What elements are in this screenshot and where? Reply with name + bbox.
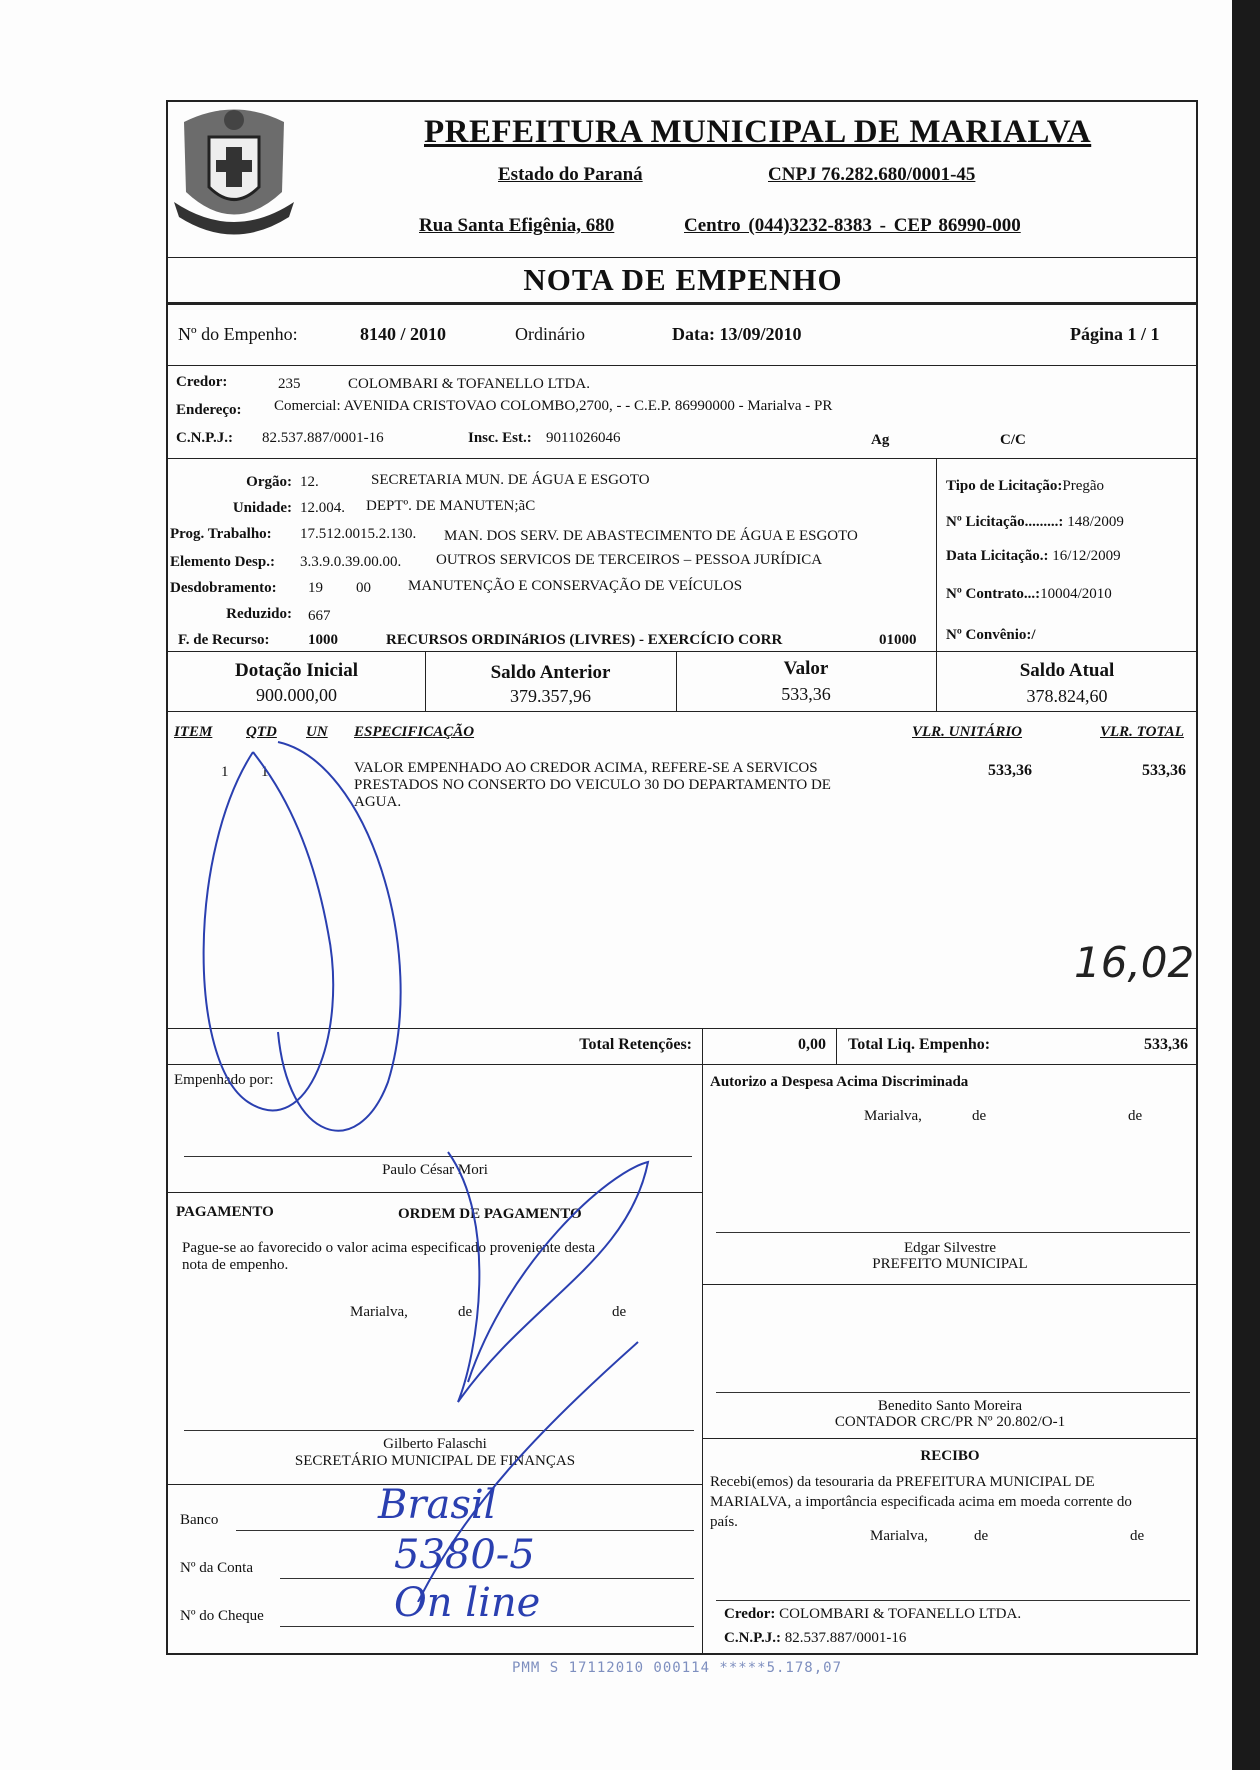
credor-name: COLOMBARI & TOFANELLO LTDA. [348,376,590,392]
licitacao-tipo-label: Tipo de Licitação:Pregão [946,478,1105,494]
cc-label: C/C [1000,432,1026,448]
pagamento-place: Marialva, [350,1304,408,1320]
spec-line-1: VALOR EMPENHADO AO CREDOR ACIMA, REFERE-SE A SERVICOS [354,760,818,776]
dotacao-value: 900.000,00 [256,685,337,705]
secretario-title: SECRETÁRIO MUNICIPAL DE FINANÇAS [294,1453,576,1469]
cnpj-label: C.N.P.J.: [176,430,233,446]
empenho-number: 8140 / 2010 [360,324,447,344]
unidade-label: Unidade: [232,500,292,516]
cheque-label: Nº do Cheque [180,1608,264,1624]
contact-header: Centro (044)3232-8383 - CEP 86990-000 [684,215,1021,236]
prefeitura-title: PREFEITURA MUNICIPAL DE MARIALVA [424,114,1092,150]
orgao-label: Orgão: [246,474,292,490]
conta-label: Nº da Conta [180,1560,253,1576]
orgao-name: SECRETARIA MUN. DE ÁGUA E ESGOTO [371,472,650,488]
recibo-text-3: país. [710,1514,738,1530]
retencoes-value: 0,00 [798,1036,826,1053]
contador-block [702,1398,1198,1430]
address-header: Rua Santa Efigênia, 680 [419,215,615,236]
col-spec: ESPECIFICAÇÃO [354,724,475,740]
licitacao-data: 16/12/2009 [1052,548,1121,564]
pagamento-label: PAGAMENTO [176,1204,274,1220]
credor-label: Credor: [176,374,228,390]
row-qtd: 1 [261,764,269,780]
autorizo-label: Autorizo a Despesa Acima Discriminada [710,1074,969,1090]
page-number: Página 1 / 1 [1070,324,1160,344]
unidade-name: DEPTº. DE MANUTEN;ãC [366,498,536,514]
empenho-number-label: Nº do Empenho: [178,324,298,344]
row-spec [354,760,831,811]
banco-label: Banco [180,1512,219,1528]
licitacao-tipo: Pregão [1062,478,1105,494]
prefeito-title: PREFEITO MUNICIPAL [872,1256,1028,1272]
recibo-de2: de [1130,1528,1145,1544]
retencoes-label: Total Retenções: [579,1036,692,1053]
reduzido-label: Reduzido: [226,606,292,622]
pagamento-text [182,1240,595,1274]
recibo-text-1: Recebi(emos) da tesouraria da PREFEITURA MUNICIPAL DE [710,1474,1095,1490]
state-label: Estado do Paraná [498,164,643,185]
atual-value: 378.824,60 [1026,686,1108,706]
document-title: NOTA DE EMPENHO [523,262,843,297]
recibo-credor-name: COLOMBARI & TOFANELLO LTDA. [779,1606,1022,1622]
cnpj-header: CNPJ 76.282.680/0001-45 [768,164,976,185]
autorizo-de2: de [1128,1108,1143,1124]
recibo-cnpj: C.N.P.J.: 82.537.887/0001-16 [724,1630,907,1646]
desdob-label: Desdobramento: [170,580,277,596]
contrato-label: Nº Contrato...:10004/2010 [946,586,1112,602]
cheque-value: On line [394,1580,541,1626]
empenho-type: Ordinário [515,324,585,344]
spec-line-3: AGUA. [354,794,402,810]
desdob-code: 19 [308,580,323,596]
pagamento-de2: de [612,1304,627,1320]
elemento-label: Elemento Desp.: [170,554,275,570]
recurso-num: 01000 [879,632,917,648]
banco-value: Brasil [378,1482,497,1528]
atual-label: Saldo Atual [1019,660,1115,681]
secretario-block [168,1436,702,1470]
endereco-label: Endereço: [176,402,242,418]
recibo-text [710,1472,1192,1532]
dotacao-label: Dotação Inicial [235,660,358,681]
prefeito-name: Edgar Silvestre [903,1240,997,1256]
footer-stamp: PMM S 17112010 000114 *****5.178,07 [512,1660,843,1676]
pagamento-text-1: Pague-se ao favorecido o valor acima especificado proveniente desta [182,1240,596,1256]
recibo-text-2: MARIALVA, a importância especificada acima em moeda corrente do [710,1494,1132,1510]
row-item: 1 [221,764,229,780]
empenhado-name: Paulo César Mori [382,1162,488,1178]
valor-label: Valor [783,658,829,679]
pagamento-de1: de [458,1304,473,1320]
recibo-cnpj-value: 82.537.887/0001-16 [784,1630,907,1646]
licitacao-data-label: Data Licitação.: 16/12/2009 [946,548,1121,564]
contador-name: Benedito Santo Moreira [877,1398,1023,1414]
recibo-credor: Credor: COLOMBARI & TOFANELLO LTDA. [724,1606,1022,1622]
recurso-name: RECURSOS ORDINáRIOS (LIVRES) - EXERCÍCIO CORR [386,632,783,648]
recurso-label: F. de Recurso: [178,632,270,648]
credor-address: Comercial: AVENIDA CRISTOVAO COLOMBO,2700, - - C.E.P. 86990000 - Marialva - PR [274,398,833,414]
col-unit: VLR. UNITÁRIO [912,724,1023,740]
scan-edge [1232,0,1260,1770]
valor-value: 533,36 [781,684,831,704]
desdob-sub: 00 [356,580,371,596]
licitacao-num-label: Nº Licitação.........: 148/2009 [946,514,1124,530]
col-total: VLR. TOTAL [1100,724,1184,740]
empenhado-label: Empenhado por: [174,1072,274,1088]
spec-line-2: PRESTADOS NO CONSERTO DO VEICULO 30 DO DEPARTAMENTO DE [354,777,831,793]
recurso-code: 1000 [308,632,338,648]
convenio-label: Nº Convênio:/ [946,627,1036,643]
handwritten-note: 16,02 [1074,938,1195,987]
col-un: UN [306,724,328,740]
prefeito-block [702,1240,1198,1272]
ag-label: Ag [871,432,890,448]
autorizo-place: Marialva, [864,1108,922,1124]
contador-title: CONTADOR CRC/PR Nº 20.802/O-1 [834,1414,1066,1430]
elemento-code: 3.3.9.0.39.00.00. [300,554,402,570]
prog-code: 17.512.0015.2.130. [300,526,417,542]
conta-value: 5380-5 [394,1532,535,1578]
secretario-name: Gilberto Falaschi [383,1436,487,1452]
credor-cnpj: 82.537.887/0001-16 [262,430,384,446]
licitacao-num: 148/2009 [1067,514,1124,530]
municipal-coat-of-arms-logo [164,102,304,242]
credor-code: 235 [278,376,301,392]
recibo-place: Marialva, [870,1528,928,1544]
ordem-label: ORDEM DE PAGAMENTO [398,1206,582,1222]
prog-label: Prog. Trabalho: [170,526,272,542]
insc-value: 9011026046 [546,430,621,446]
elemento-name: OUTROS SERVICOS DE TERCEIROS – PESSOA JURÍDICA [436,552,823,568]
liq-label: Total Liq. Empenho: [848,1036,991,1053]
orgao-code: 12. [300,474,319,490]
recibo-de1: de [974,1528,989,1544]
pagamento-text-2: nota de empenho. [182,1257,289,1273]
unidade-code: 12.004. [300,500,345,516]
contrato-value: 10004/2010 [1040,586,1112,602]
prog-name: MAN. DOS SERV. DE ABASTECIMENTO DE ÁGUA E ESGOTO [444,528,858,544]
col-item: ITEM [174,724,213,740]
autorizo-de1: de [972,1108,987,1124]
anterior-value: 379.357,96 [510,686,591,706]
liq-value: 533,36 [1144,1036,1188,1053]
col-qtd: QTD [246,724,277,740]
row-total-value: 533,36 [1142,762,1186,779]
recibo-title: RECIBO [920,1448,980,1464]
reduzido-value: 667 [308,608,331,624]
row-unit-value: 533,36 [988,762,1032,779]
insc-label: Insc. Est.: [468,430,532,446]
desdob-name: MANUTENÇÃO E CONSERVAÇÃO DE VEÍCULOS [408,578,743,594]
empenho-date: Data: 13/09/2010 [672,324,802,344]
anterior-label: Saldo Anterior [490,662,611,683]
empenho-form [166,100,1198,1655]
